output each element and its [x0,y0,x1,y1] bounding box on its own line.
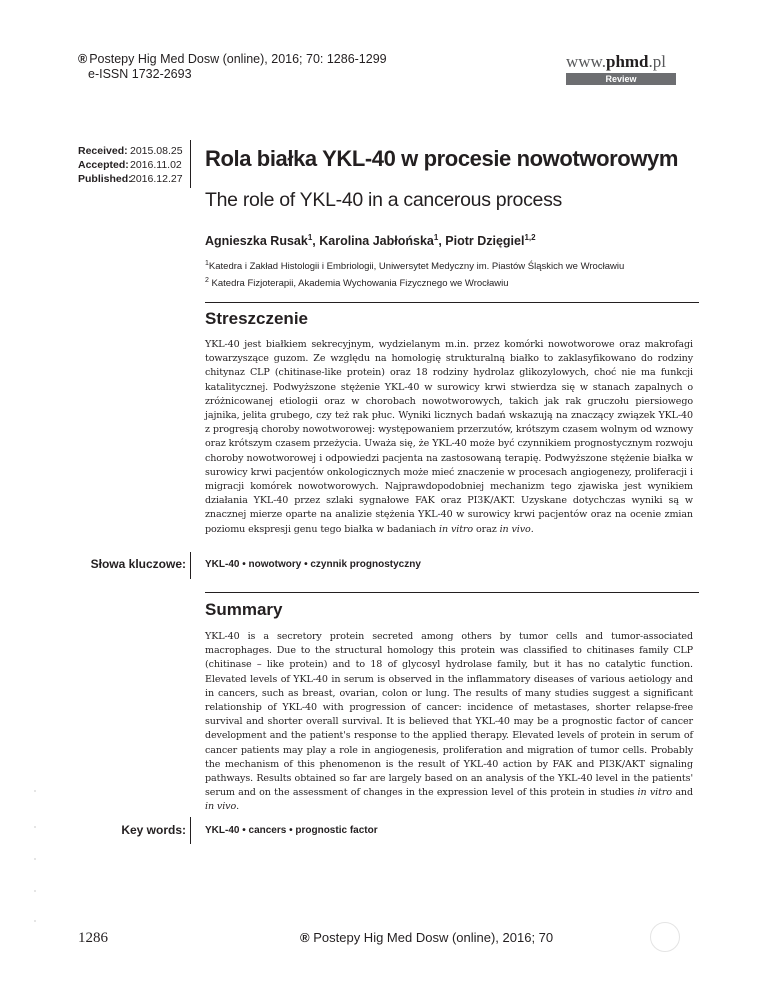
abstract-text: . [530,523,534,535]
author-affil-sup: 1,2 [524,233,536,242]
title-english: The role of YKL-40 in a cancerous process [205,189,562,211]
author-affil-sup: 1 [307,233,313,242]
footer-journal-text: Postepy Hig Med Dosw (online), 2016; 70 [313,930,554,945]
margin-mark [34,858,36,860]
abstract-english [205,630,693,815]
page-number: 1286 [78,930,108,946]
journal-issn: e-ISSN 1732-2693 [88,67,192,81]
journal-citation [78,52,387,82]
keywords-en-label: Key words: [121,823,186,837]
author-name: Karolina Jabłońska [319,234,434,249]
divider [190,817,191,844]
abstract-polish [205,338,693,537]
date-value: 2015.08.25 [130,145,183,157]
date-label: Accepted: [78,159,129,171]
keywords-pl-label: Słowa kluczowe: [90,557,186,571]
margin-mark [34,826,36,828]
abstract-italic: in vitro [439,523,474,535]
abstract-text: and [671,787,693,799]
article-dates [78,144,183,186]
author-name: Agnieszka Rusak [205,234,308,249]
affiliation-text: Katedra i Zakład Histologii i Embriologii, Uniwersytet Medyczny im. Piastów Śląskich we Wrocławiu [208,261,625,273]
keywords-pl: YKL-40 • nowotwory • czynnik prognostyczny [205,559,421,570]
margin-mark [34,890,36,892]
date-received [78,144,183,158]
authors: Agnieszka Rusak$^1$, Karolina Jabłońska$^1$, Piotr Dzięgiel$^{1,2}$ [205,233,536,249]
journal-line-1: Postepy Hig Med Dosw (online), 2016; 70: 1286-1299 [89,52,387,66]
section-divider [205,592,699,593]
heading-summary: Summary [205,600,283,619]
author-affil-sup: 1 [433,233,439,242]
section-divider [205,302,699,303]
date-accepted [78,158,183,172]
date-value: 2016.12.27 [130,173,183,185]
affiliation-sup: 2 [205,277,209,285]
site-suffix: .pl [648,52,666,71]
date-published [78,172,183,186]
registered-mark-icon: ® [300,930,310,945]
affiliation [205,274,624,291]
divider [190,140,191,188]
abstract-text: oraz [473,523,500,535]
registered-mark-icon: ® [78,52,88,66]
date-label: Received: [78,145,128,157]
date-label: Published: [78,173,132,185]
article-type-badge: Review [566,73,676,85]
abstract-text: . [236,801,240,813]
affiliations [205,257,624,291]
abstract-text: YKL-40 is a secretory protein secreted among others by tumor cells and tumor-associated macrophages. Due to the structural homology this protein was classified to chitinases family CLP (chitinase – like protein) and to 18 of glycosyl hydrolase family, but it has no catalytic function. Elevated levels of YKL-40 in serum is observed in the inflammatory diseases of various aetiology and in cancers, such as breast, ovarian, colon or lung. The results of many studies suggest a significant relationship of YKL-40 with progression of cancer: incidence of metastases, shorter relapse-free survival and shorter overall survival. It is believed that YKL-40 may be a prognostic factor of cancer development and the patient's response to the applied therapy. Elevated levels of protein in serum of cancer patients may play a role in angiogenesis, proliferation and migration of tumor cells. Probably the mechanism of this phenomenon is the result of YKL-40 action by FAK and PI3K/AKT signaling pathways. Results obtained so far are largely based on an analysis of the YKL-40 level in the patients' serum and on the assessment of changes in the expression level of this protein in studies [205,631,693,799]
abstract-italic: in vivo [499,523,531,535]
abstract-text: YKL-40 jest białkiem sekrecyjnym, wydzielanym m.in. przez komórki nowotworowe oraz makrofagi towarzyszące guzom. Ze względu na homologię strukturalną białko to zaklasyfikowano do rodziny chitynaz CLP (chitinase-like protein) oraz 18 rodziny hydrolaz glikozylowych, choć nie ma funkcji katalitycznej. Podwyższone stężenie YKL-40 w surowicy krwi stwierdza się w stanach zapalnych o zróżnicowanej etiologii oraz w chorobach nowotworowych, takich jak rak gruczołu piersiowego jajnika, jelita grubego, czy też rak płuc. Wyniki licznych badań wskazują na znaczący związek YKL-40 z progresją choroby nowotworowej: występowaniem przerzutów, krótszym czasem wolnym od wznowy oraz krótszym czasem przeżycia. Uważa się, że YKL-40 może być czynnikiem prognostycznym rozwoju choroby nowotworowej i odpowiedzi pacjenta na zastosowaną terapię. Podwyższone stężenie białka w surowicy krwi pacjentów onkologicznych może mieć znaczenie w procesach angiogenezy, proliferacji i migracji komórek nowotworowych. Najprawdopodobniej mechanizm tego zjawiska jest wynikiem działania YKL-40 przez szlaki sygnałowe FAK oraz PI3K/AKT. Uzyskane dotychczas wyniki są w znacznej mierze oparte na analizie stężenia YKL-40 w surowicy krwi pacjentów oraz na ocenie zmian poziomu ekspresji genu tego białka w badaniach [205,339,693,535]
margin-mark [34,920,36,922]
title-polish: Rola białka YKL-40 w procesie nowotworowym [205,146,679,171]
affiliation-text: Katedra Fizjoterapii, Akademia Wychowania Fizycznego we Wrocławiu [211,278,509,290]
divider [190,552,191,579]
margin-mark [34,790,36,792]
site-name: phmd [605,52,649,71]
date-value: 2016.11.02 [130,159,182,171]
footer-journal [300,930,553,945]
site-prefix: www. [566,52,606,71]
affiliation [205,257,624,274]
author-name: Piotr Dzięgiel [445,234,525,249]
creative-commons-icon [650,922,680,952]
abstract-italic: in vitro [637,787,672,799]
affiliation-sup: 1 [205,260,209,267]
abstract-italic: in vivo [205,801,237,813]
site-url[interactable] [566,52,666,72]
heading-streszczenie: Streszczenie [205,309,308,328]
keywords-en: YKL-40 • cancers • prognostic factor [205,825,378,836]
